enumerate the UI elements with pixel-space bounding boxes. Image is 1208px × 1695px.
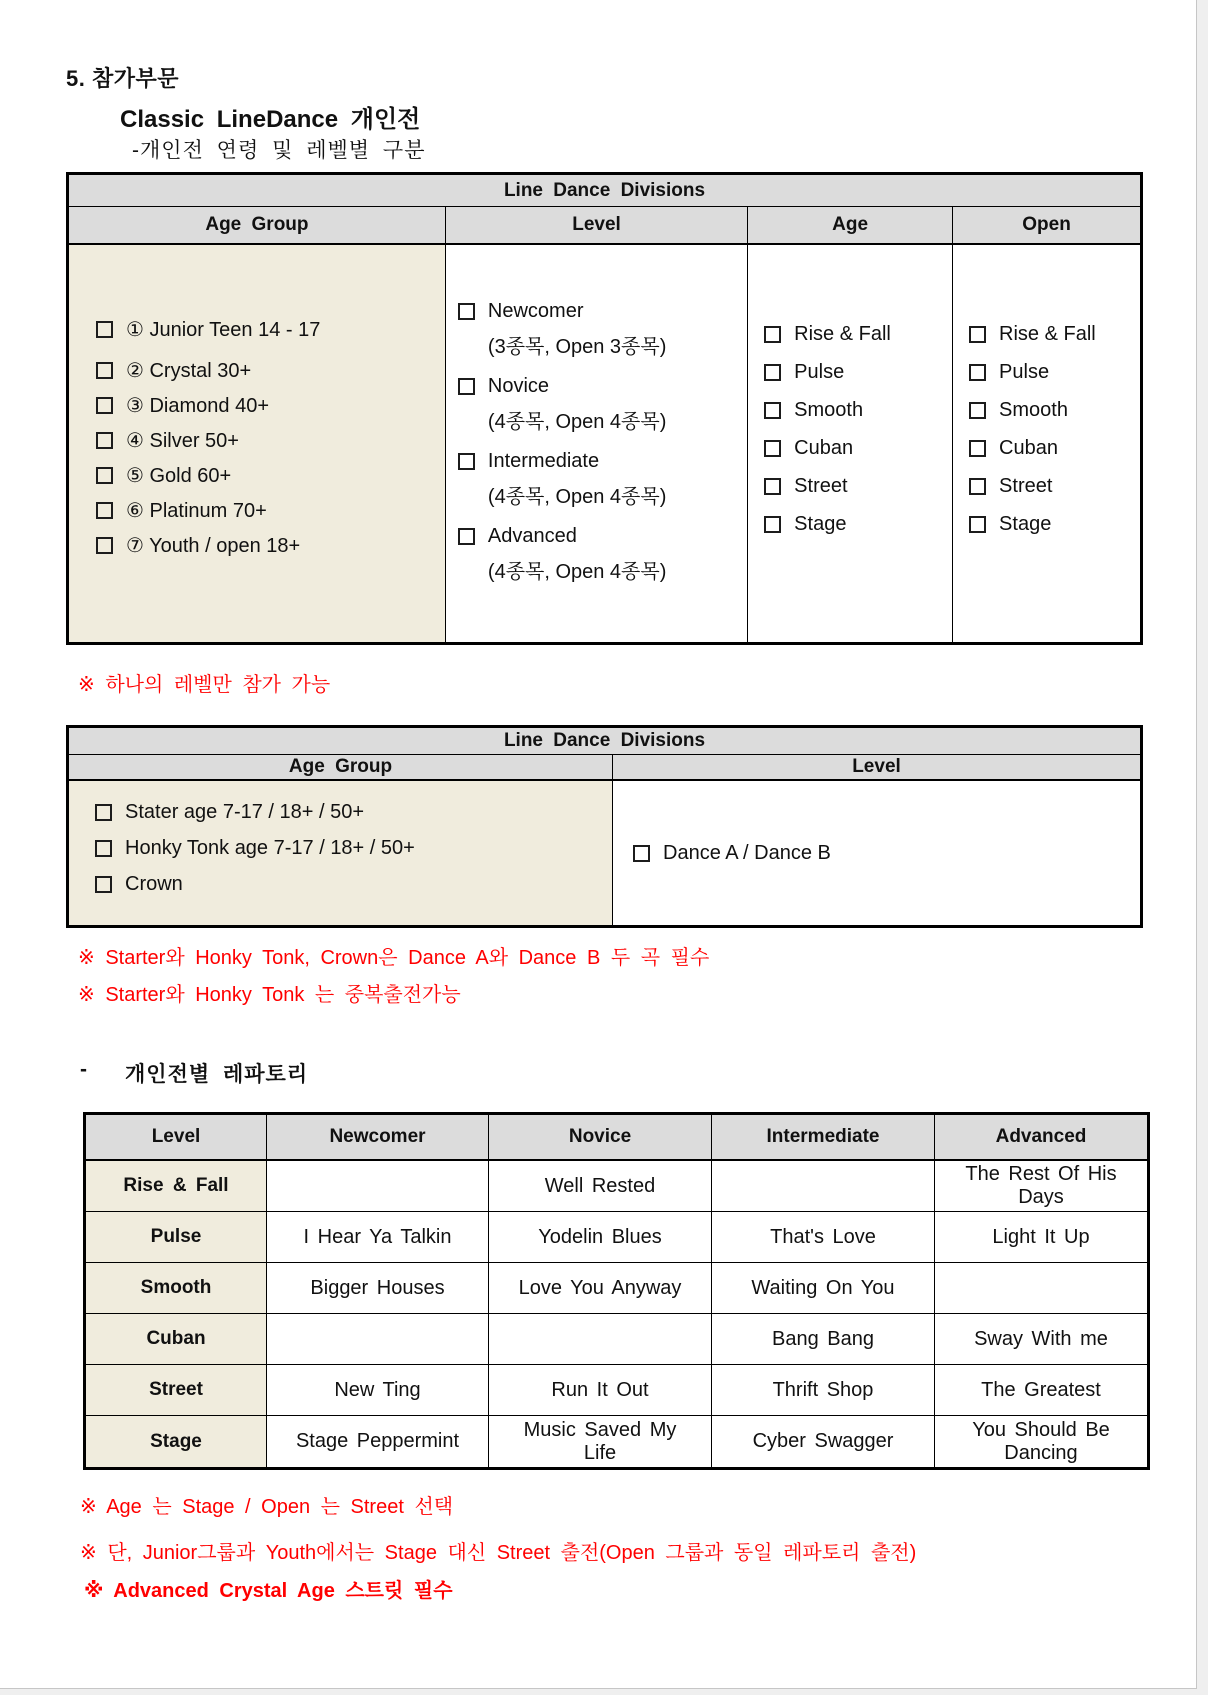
divisions-table-header-row — [69, 207, 1140, 245]
song-cell — [489, 1314, 712, 1364]
repertoire-header-row — [86, 1115, 1147, 1161]
note-age-stage-open-street: ※ Age 는 Stage / Open 는 Street 선택 — [80, 1496, 454, 1518]
song-cell: You Should Be Dancing — [972, 1418, 1110, 1464]
level-option-detail: (4종목, Open 4종목) — [487, 411, 667, 433]
option-label: Cuban — [999, 437, 1058, 459]
col-header-newcomer: Newcomer — [267, 1115, 489, 1159]
checkbox-open-stage[interactable] — [969, 516, 986, 533]
age-group-option — [96, 393, 445, 418]
option-label: ⑥ Platinum 70+ — [126, 500, 267, 522]
song-cell — [712, 1161, 935, 1211]
song-cell: Thrift Shop — [712, 1365, 935, 1415]
divisions-table-body — [69, 245, 1140, 642]
open-dances-cell — [953, 245, 1140, 642]
table-row — [86, 1161, 1147, 1212]
starter-table-body — [69, 781, 1140, 925]
option-label: Stage — [999, 513, 1052, 535]
note-junior-youth-street: ※ 단, Junior그룹과 Youth에서는 Stage 대신 Street 출전(Open 그룹과 동일 레파토리 출전) — [80, 1542, 917, 1564]
option-label: Street — [999, 475, 1053, 497]
song-cell: Well Rested — [489, 1161, 712, 1211]
level-option-group — [458, 300, 747, 359]
option-label: Smooth — [794, 399, 864, 421]
song-cell: Cyber Swagger — [712, 1416, 935, 1467]
song-cell: Run It Out — [489, 1365, 712, 1415]
starter-divisions-table — [66, 725, 1143, 928]
song-cell: Bang Bang — [712, 1314, 935, 1364]
checkbox-crown[interactable] — [95, 876, 112, 893]
checkbox-diamond[interactable] — [96, 397, 113, 414]
checkbox-gold[interactable] — [96, 467, 113, 484]
col-header-age-group: Age Group — [69, 207, 446, 243]
option-label: Rise & Fall — [999, 323, 1096, 345]
option-label: ④ Silver 50+ — [126, 430, 239, 452]
table-row — [86, 1365, 1147, 1416]
song-cell: Music Saved My Life — [489, 1416, 712, 1467]
note-two-songs-required: ※ Starter와 Honky Tonk, Crown은 Dance A와 Dance B 두 곡 필수 — [78, 947, 710, 969]
option-label: Pulse — [794, 361, 845, 383]
level-option-detail: (4종목, Open 4종목) — [487, 561, 667, 583]
checkbox-platinum[interactable] — [96, 502, 113, 519]
row-header: Stage — [86, 1416, 267, 1467]
checkbox-open-smooth[interactable] — [969, 402, 986, 419]
col-header-age: Age — [748, 207, 953, 243]
age-group-option — [96, 533, 445, 558]
row-header: Cuban — [86, 1314, 267, 1364]
age-dances-cell — [748, 245, 953, 642]
col-header-level: Level — [86, 1115, 267, 1159]
option-label: Intermediate — [487, 450, 600, 472]
row-header: Rise & Fall — [86, 1161, 267, 1211]
heading-text: 개인전별 레파토리 — [125, 1063, 309, 1086]
checkbox-advanced[interactable] — [458, 528, 475, 545]
level-cell — [446, 245, 748, 642]
col-header-novice: Novice — [489, 1115, 712, 1159]
checkbox-intermediate[interactable] — [458, 453, 475, 470]
col-header-level: Level — [852, 756, 901, 777]
col-header-level: Level — [446, 207, 748, 243]
song-cell: I Hear Ya Talkin — [267, 1212, 489, 1262]
option-label: Stage — [794, 513, 847, 535]
checkbox-starter[interactable] — [95, 804, 112, 821]
option-label: Newcomer — [487, 300, 584, 322]
checkbox-open-cuban[interactable] — [969, 440, 986, 457]
song-cell: The Rest Of His Days — [965, 1163, 1117, 1208]
level-option-detail: (3종목, Open 3종목) — [487, 336, 667, 358]
col-header-intermediate: Intermediate — [712, 1115, 935, 1159]
checkbox-novice[interactable] — [458, 378, 475, 395]
age-group-option — [96, 358, 445, 383]
checkbox-silver[interactable] — [96, 432, 113, 449]
page-title: Classic LineDance 개인전 — [120, 106, 421, 133]
row-header: Pulse — [86, 1212, 267, 1262]
option-label: ⑤ Gold 60+ — [126, 465, 232, 487]
col-header-advanced: Advanced — [995, 1126, 1087, 1147]
note-advanced-crystal-street: ※ Advanced Crystal Age 스트릿 필수 — [84, 1580, 453, 1602]
checkbox-open-street[interactable] — [969, 478, 986, 495]
note-duplicate-entry: ※ Starter와 Honky Tonk 는 중복출전가능 — [78, 984, 461, 1006]
option-label: ⑦ Youth / open 18+ — [126, 535, 301, 557]
checkbox-age-street[interactable] — [764, 478, 781, 495]
col-header-open: Open — [1022, 214, 1071, 235]
song-cell: New Ting — [267, 1365, 489, 1415]
option-label: ③ Diamond 40+ — [126, 395, 270, 417]
checkbox-open-pulse[interactable] — [969, 364, 986, 381]
section-title: 5. 참가부문 — [66, 66, 179, 91]
song-cell: Sway With me — [974, 1327, 1108, 1350]
age-group-option — [96, 498, 445, 523]
level-option-group — [458, 525, 747, 584]
checkbox-age-smooth[interactable] — [764, 402, 781, 419]
option-label: Dance A / Dance B — [663, 841, 831, 864]
page-subtitle: -개인전 연령 및 레벨별 구분 — [132, 139, 426, 162]
divisions-table-title: Line Dance Divisions — [69, 175, 1140, 207]
option-label: Stater age 7-17 / 18+ / 50+ — [125, 801, 365, 823]
row-header: Smooth — [86, 1263, 267, 1313]
song-cell: That's Love — [712, 1212, 935, 1262]
starter-age-group-cell — [69, 781, 613, 925]
song-cell — [267, 1314, 489, 1364]
checkbox-junior-teen[interactable] — [96, 321, 113, 338]
option-label: Pulse — [999, 361, 1050, 383]
starter-table-title: Line Dance Divisions — [69, 728, 1140, 755]
checkbox-youth[interactable] — [96, 537, 113, 554]
option-label: Crown — [125, 873, 183, 895]
age-group-option — [96, 463, 445, 488]
table-row — [86, 1212, 1147, 1263]
option-label: Novice — [487, 375, 550, 397]
song-cell: Yodelin Blues — [489, 1212, 712, 1262]
divisions-table — [66, 172, 1143, 645]
repertoire-table — [83, 1112, 1150, 1470]
age-group-option — [96, 428, 445, 453]
level-option-detail: (4종목, Open 4종목) — [487, 486, 667, 508]
song-cell — [935, 1263, 1147, 1313]
song-cell: The Greatest — [981, 1378, 1101, 1401]
level-option-group — [458, 375, 747, 434]
starter-level-cell — [613, 781, 1140, 925]
option-label: Rise & Fall — [794, 323, 891, 345]
checkbox-age-pulse[interactable] — [764, 364, 781, 381]
song-cell: Stage Peppermint — [267, 1416, 489, 1467]
song-cell: Light It Up — [992, 1225, 1090, 1248]
checkbox-age-rise-fall[interactable] — [764, 326, 781, 343]
checkbox-age-cuban[interactable] — [764, 440, 781, 457]
option-label: Street — [794, 475, 848, 497]
level-option-group — [458, 450, 747, 509]
starter-table-header-row — [69, 755, 1140, 781]
option-label: Cuban — [794, 437, 854, 459]
age-group-cell — [69, 245, 446, 642]
heading-dash: - — [80, 1058, 87, 1081]
option-label: ① Junior Teen 14 - 17 — [126, 319, 321, 341]
checkbox-newcomer[interactable] — [458, 303, 475, 320]
row-header: Street — [86, 1365, 267, 1415]
table-row — [86, 1416, 1147, 1467]
song-cell: Love You Anyway — [489, 1263, 712, 1313]
col-header-age-group: Age Group — [69, 755, 613, 779]
checkbox-honky-tonk[interactable] — [95, 840, 112, 857]
note-one-level-only: ※ 하나의 레벨만 참가 가능 — [78, 674, 331, 696]
option-label: Honky Tonk age 7-17 / 18+ / 50+ — [125, 837, 415, 859]
checkbox-crystal[interactable] — [96, 362, 113, 379]
table-row — [86, 1263, 1147, 1314]
age-group-option — [96, 317, 445, 342]
checkbox-open-rise-fall[interactable] — [969, 326, 986, 343]
checkbox-dance-ab[interactable] — [633, 845, 650, 862]
repertoire-heading — [80, 1058, 308, 1088]
song-cell: Bigger Houses — [267, 1263, 489, 1313]
song-cell — [267, 1161, 489, 1211]
table-row — [86, 1314, 1147, 1365]
option-label: ② Crystal 30+ — [126, 360, 252, 382]
option-label: Advanced — [487, 525, 577, 547]
checkbox-age-stage[interactable] — [764, 516, 781, 533]
option-label: Smooth — [999, 399, 1068, 421]
song-cell: Waiting On You — [712, 1263, 935, 1313]
